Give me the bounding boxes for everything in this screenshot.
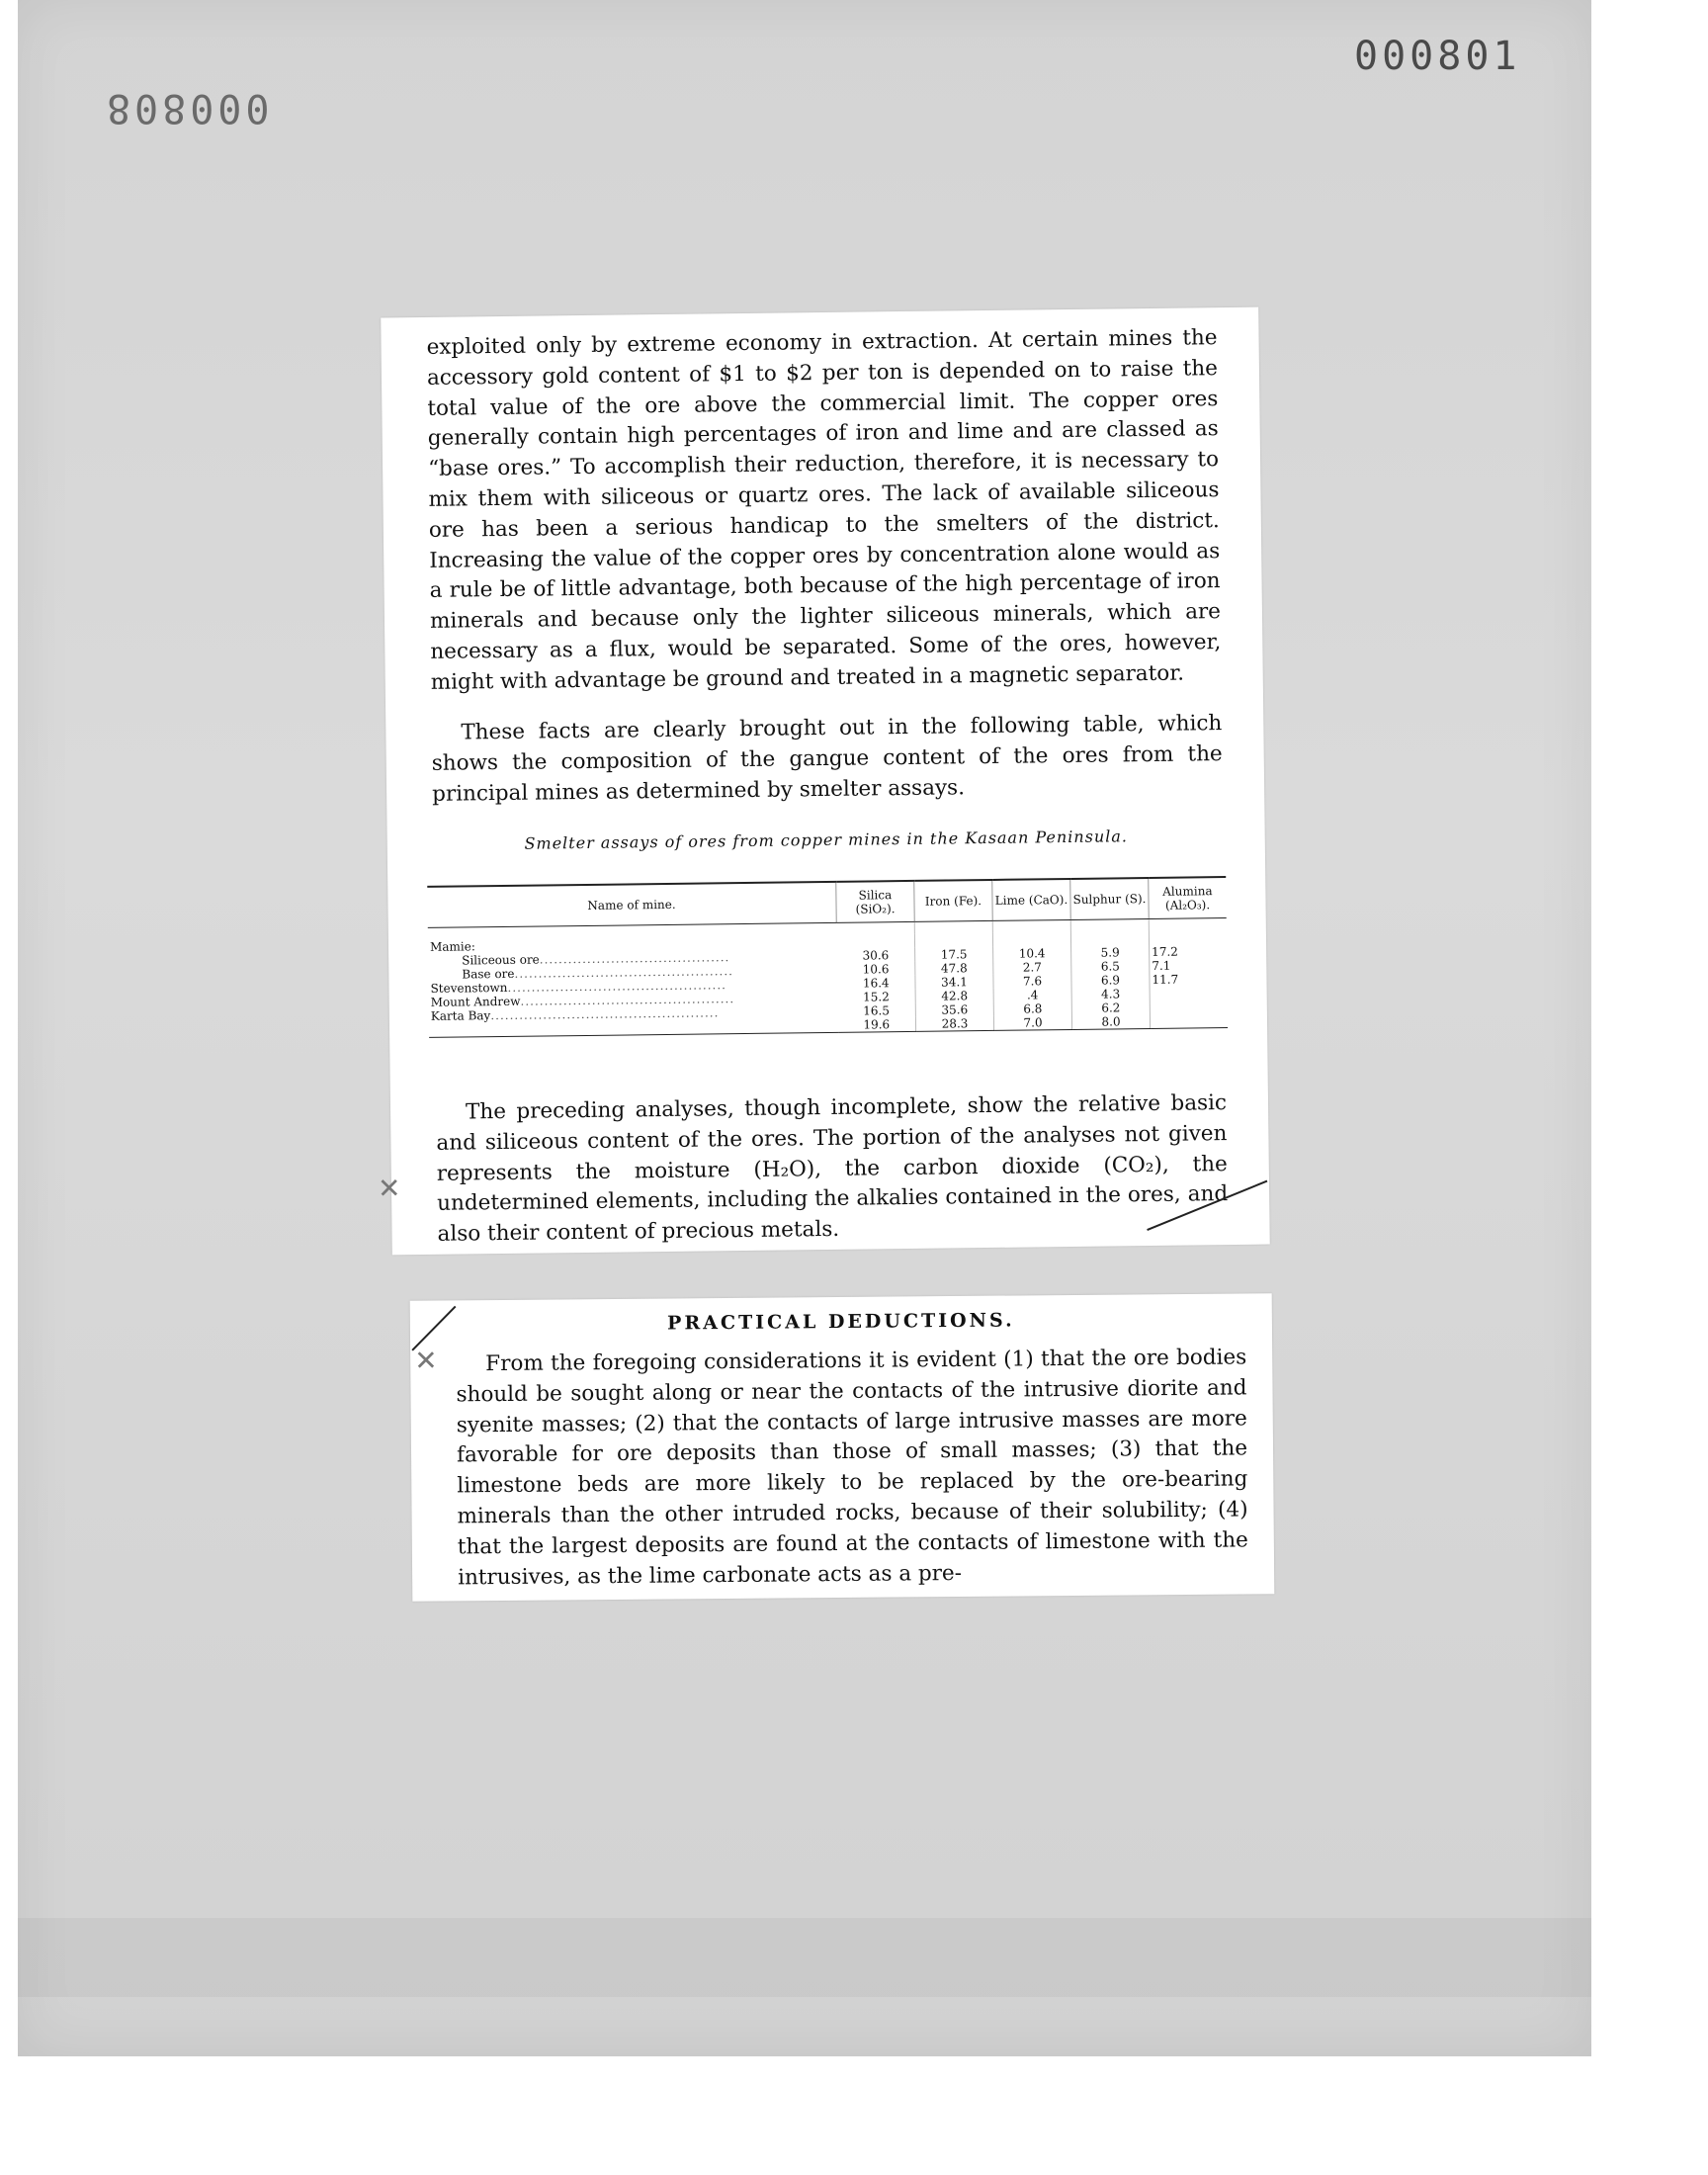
cell-iron: 35.6 — [915, 1002, 993, 1017]
cell-silica: 16.5 — [837, 1003, 915, 1018]
mine-name-text: Base ore — [462, 966, 515, 982]
pencil-slash-mark — [1143, 1177, 1272, 1235]
mine-name-text: Mount Andrew — [430, 994, 521, 1009]
cell-iron: 42.8 — [915, 989, 993, 1003]
cell-alumina: 11.7 — [1152, 972, 1179, 987]
leader-dots: ................................................ — [490, 1005, 720, 1023]
cell-silica: 16.4 — [837, 976, 915, 991]
cell-iron: 17.5 — [915, 947, 993, 962]
cell-lime: 2.7 — [993, 960, 1071, 975]
cell-iron — [914, 933, 992, 948]
cell-sulphur: 5.9 — [1071, 945, 1150, 960]
clipping-practical-deductions — [410, 1293, 1275, 1602]
leader-dots: .............................................. — [507, 978, 727, 995]
header-sulphur: Sulphur (S). — [1070, 878, 1150, 919]
pencil-x-mark: ✕ — [377, 1172, 401, 1205]
cell-sulphur: 6.5 — [1071, 959, 1150, 974]
paragraph-deductions: From the foregoing considerations it is evident (1) that the ore bodies should be sought along or near the contacts of the intrusive diorite and syenite masses; (2) that the contacts of large intrusive masses are more favorable for ore deposits than those of small masses; (3) that the limestone beds are more likely to be replaced by the ore-bearing minerals than the other intruded rocks, because of their solubility; (4) that the largest deposits are found at the contacts of limestone with the intrusives, as the lime carbonate acts as a pre- — [456, 1345, 1248, 1590]
cell-silica — [836, 934, 914, 949]
mine-name-text: Siliceous ore — [462, 952, 540, 968]
cell-sulphur — [1070, 931, 1149, 946]
page-number-stamp: 000801 — [1354, 34, 1521, 79]
cell-sulphur: 6.9 — [1071, 973, 1150, 988]
inverted-page-number-stamp: 000808 — [103, 85, 270, 130]
cell-silica: 19.6 — [837, 1017, 915, 1032]
cell-sulphur: 4.3 — [1071, 987, 1150, 1001]
header-iron: Iron (Fe). — [914, 880, 993, 921]
paragraph-analyses: The preceding analyses, though incomplete, show the relative basic and siliceous content of the ores. The portion of the analyses not given represents the moisture (H₂O), the carbon dioxide (CO₂), the undetermined elements, including the alkalies contained in the ores, and also their content of precious metals. — [436, 1090, 1229, 1248]
cell-iron: 28.3 — [915, 1016, 993, 1031]
cell-alumina — [1149, 930, 1227, 945]
cell-iron: 34.1 — [915, 975, 993, 990]
scanned-sheet — [18, 0, 1591, 2056]
cell-alumina — [1150, 1013, 1228, 1028]
cell-alumina — [1150, 986, 1228, 1000]
cell-sulphur: 6.2 — [1071, 1000, 1150, 1015]
header-silica: Silica (SiO₂). — [836, 881, 915, 922]
cell-lime: 7.6 — [993, 974, 1071, 989]
cell-lime: 10.4 — [993, 946, 1071, 961]
scan-shadow-band — [18, 1918, 1591, 1997]
smelter-assay-table — [427, 876, 1228, 1038]
header-alumina: Alumina (Al₂O₃). — [1149, 877, 1227, 918]
cell-lime: .4 — [993, 988, 1071, 1002]
mine-name-text: Stevenstown — [430, 980, 508, 996]
cell-iron: 47.8 — [915, 961, 993, 976]
header-name: Name of mine. — [427, 882, 836, 928]
leader-dots: ............................................. — [520, 992, 735, 1008]
cell-lime — [992, 932, 1070, 947]
cell-alumina: 17.2 — [1152, 944, 1178, 959]
mine-name-text: Karta Bay — [430, 1008, 491, 1023]
clipping-text-table — [377, 307, 1270, 1256]
cell-lime: 6.8 — [993, 1001, 1071, 1016]
cell-alumina: 7.1 — [1152, 958, 1171, 973]
paragraph-table-intro: These facts are clearly brought out in the following table, which shows the composition of the gangue content of the ores from the principal mines as determined by smelter assays. — [431, 711, 1223, 807]
paragraph-extraction: exploited only by extreme economy in extraction. At certain mines the accessory gold content of $1 to $2 per ton is depended on to raise the total value of the ore above the commercial limit. The copper ores generally contain high percentages of iron and lime and are classed as “base ores.” To accomplish their reduction, therefore, it is necessary to mix them with siliceous or quartz ores. The lack of available siliceous ore has been a serious handicap to the smelters of the district. Increasing the value of the copper ores by concentration alone would as a rule be of little advantage, both because of the high percentage of iron minerals and because only the lighter siliceous minerals, which are necessary as a flux, would be separated. Some of the ores, however, might with advantage be ground and treated in a magnetic separator. — [426, 325, 1222, 695]
mine-name: Mamie: — [429, 939, 475, 954]
section-heading: PRACTICAL DEDUCTIONS. — [667, 1309, 1015, 1335]
leader-dots: .............................................. — [514, 964, 734, 981]
leader-dots: ........................................ — [539, 950, 730, 967]
pencil-x-mark: ✕ — [414, 1344, 438, 1377]
cell-sulphur: 8.0 — [1071, 1014, 1150, 1029]
cell-alumina — [1150, 1000, 1228, 1014]
cell-lime: 7.0 — [993, 1015, 1071, 1030]
cell-silica: 30.6 — [837, 948, 915, 963]
header-lime: Lime (CaO). — [992, 879, 1071, 920]
cell-silica: 15.2 — [837, 990, 915, 1004]
cell-silica: 10.6 — [837, 962, 915, 977]
table-caption: Smelter assays of ores from copper mines in the Kasaan Peninsula. — [524, 826, 1129, 853]
